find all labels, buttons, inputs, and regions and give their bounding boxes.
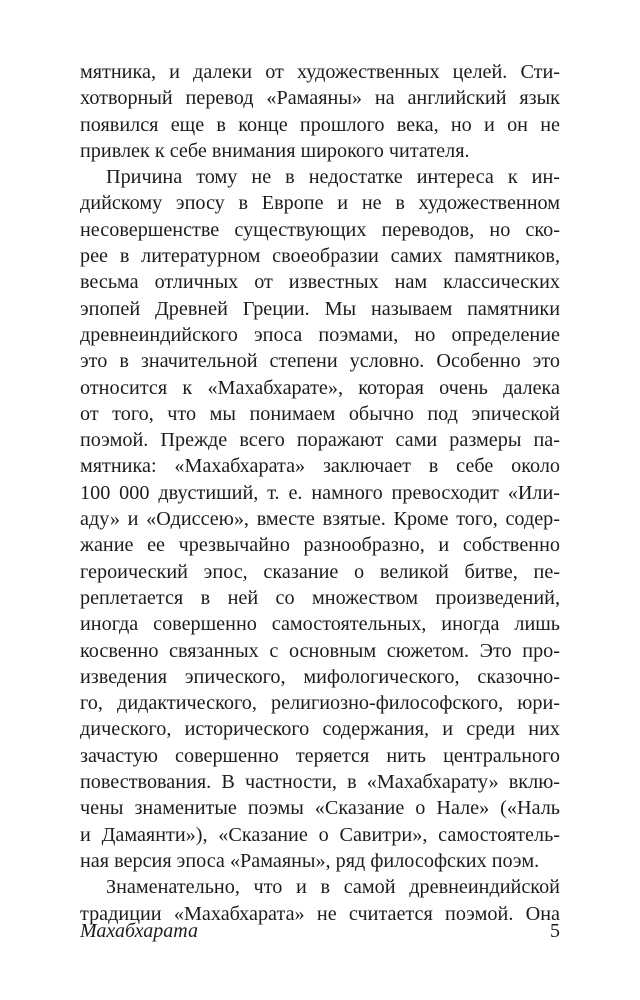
text-line: ная версия эпоса «Рамаяны», ряд философских поэм.	[80, 849, 540, 872]
running-footer-title: Махабхарата	[80, 920, 198, 942]
text-line: повествования. В частности, в «Махабхарату» вклю-	[80, 771, 560, 794]
text-line: относится к «Махабхарате», которая очень далека	[80, 376, 560, 399]
text-line: реплетается в ней со множеством произведений,	[80, 586, 560, 609]
text-line: Причина тому не в недостатке интереса к ин-	[106, 166, 560, 189]
text-line: иногда совершенно самостоятельных, иногда лишь	[80, 613, 560, 636]
text-line: жание ее чрезвычайно разнообразно, и собственно	[80, 534, 560, 557]
text-line: 100 000 двустиший, т. е. намного превосходит «Или-	[80, 481, 560, 504]
text-line: чены знаменитые поэмы «Сказание о Нале» («Наль	[80, 797, 560, 820]
text-line: это в значительной степени условно. Особенно это	[80, 350, 560, 373]
text-line: изведения эпического, мифологического, сказочно-	[80, 665, 560, 688]
text-line: появился еще в конце прошлого века, но и он не	[80, 113, 560, 136]
text-line: от того, что мы понимаем обычно под эпической	[80, 402, 560, 425]
text-line: рее в литературном своеобразии самих памятников,	[80, 245, 560, 268]
text-line: поэмой. Прежде всего поражают сами размеры па-	[80, 429, 560, 452]
text-line: традиции «Махабхарата» не считается поэмой. Она	[80, 902, 560, 925]
text-line: хотворный перевод «Рамаяны» на английский язык	[80, 87, 560, 110]
text-line: аду» и «Одиссею», вместе взятые. Кроме того, содер-	[80, 508, 560, 531]
page-number: 5	[550, 920, 560, 942]
text-line: мятника: «Махабхарата» заключает в себе около	[80, 455, 560, 478]
text-line: дического, исторического содержания, и среди них	[80, 718, 560, 741]
text-line: весьма отличных от известных нам классических	[80, 271, 560, 294]
text-line: и Дамаянти»), «Сказание о Савитри», самостоятель-	[80, 823, 560, 846]
body-text	[80, 59, 560, 927]
text-line: привлек к себе внимания широкого читателя.	[80, 139, 470, 162]
text-line: го, дидактического, религиозно-философского, юри-	[80, 692, 560, 715]
text-line: несовершенстве существующих переводов, но ско-	[80, 218, 560, 241]
text-line: древнеиндийского эпоса поэмами, но определение	[80, 323, 560, 346]
text-line: косвенно связанных с основным сюжетом. Это про-	[80, 639, 560, 662]
text-line: дийскому эпосу в Европе и не в художественном	[80, 192, 560, 215]
text-line: героический эпос, сказание о великой битве, пе-	[80, 560, 560, 583]
text-line: мятника, и далеки от художественных целей. Сти-	[80, 61, 560, 83]
text-line: эпопей Древней Греции. Мы называем памятники	[80, 297, 560, 320]
text-line: зачастую совершенно теряется нить центрального	[80, 744, 560, 767]
text-line: Знаменательно, что и в самой древнеиндийской	[106, 876, 560, 899]
